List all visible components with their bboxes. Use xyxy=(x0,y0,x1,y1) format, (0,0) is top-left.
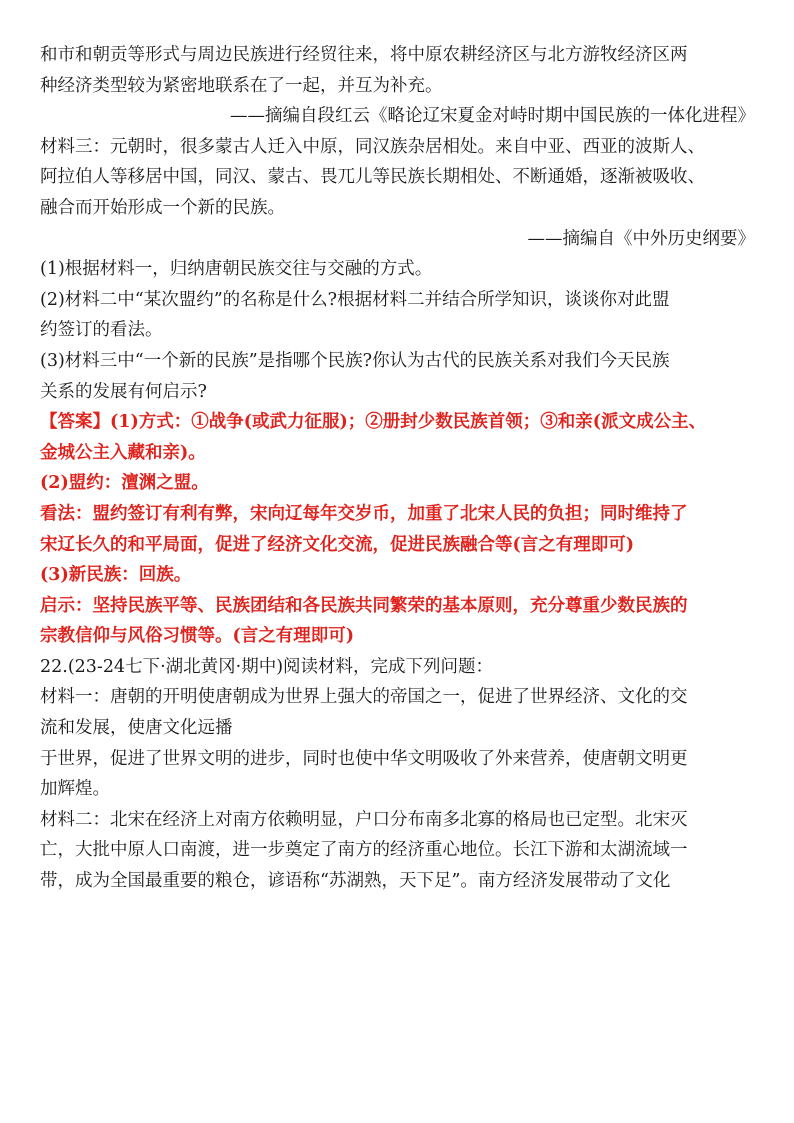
document-page xyxy=(40,40,755,897)
question-1: (1)根据材料一，归纳唐朝民族交往与交融的方式。 xyxy=(40,259,433,280)
answer-text: (1)方式：①战争(或武力征服)；②册封少数民族首领；③和亲(派文成公主、 xyxy=(110,412,707,433)
material-three-line: 阿拉伯人等移居中国，同汉、蒙古、畏兀儿等民族长期相处、不断通婚，逐渐被吸收、 xyxy=(40,167,705,188)
answer-line xyxy=(40,407,755,438)
answer-line: (2)盟约：澶渊之盟。 xyxy=(40,473,209,494)
answer-line: 启示：坚持民族平等、民族团结和各民族共同繁荣的基本原则，充分尊重少数民族的 xyxy=(40,595,688,616)
material-three-line: 融合而开始形成一个新的民族。 xyxy=(40,197,285,218)
question-3: 关系的发展有何启示? xyxy=(40,381,207,402)
question-2: (2)材料二中“某次盟约”的名称是什么?根据材料二并结合所学知识，谈谈你对此盟 xyxy=(40,289,670,310)
question-22-header: 22.(23-24七下·湖北黄冈·期中)阅读材料，完成下列问题： xyxy=(40,656,494,677)
question-22-line: 于世界，促进了世界文明的进步，同时也使中华文明吸收了外来营养，使唐朝文明更 xyxy=(40,748,688,769)
question-22-line: 材料一：唐朝的开明使唐朝成为世界上强大的帝国之一，促进了世界经济、文化的交 xyxy=(40,687,688,708)
answer-line: 金城公主入藏和亲)。 xyxy=(40,442,206,463)
question-22-line: 材料二：北宋在经济上对南方依赖明显，户口分布南多北寡的格局也已定型。北宋灭 xyxy=(40,809,688,830)
answer-tag: 【答案】 xyxy=(40,412,110,433)
question-22-line: 加辉煌。 xyxy=(40,779,110,800)
question-3: (3)材料三中“一个新的民族”是指哪个民族?你认为古代的民族关系对我们今天民族 xyxy=(40,350,670,371)
answer-line: (3)新民族：回族。 xyxy=(40,565,192,586)
material-three-line: 材料三：元朝时，很多蒙古人迁入中原，同汉族杂居相处。来自中亚、西亚的波斯人、 xyxy=(40,136,705,157)
question-22-line: 流和发展，使唐文化远播 xyxy=(40,718,233,739)
question-22-line: 亡，大批中原人口南渡，进一步奠定了南方的经济重心地位。长江下游和太湖流域一 xyxy=(40,840,688,861)
source-citation: ——摘编自《中外历史纲要》 xyxy=(527,228,755,249)
answer-line: 看法：盟约签订有利有弊，宋向辽每年交岁币，加重了北宋人民的负担；同时维持了 xyxy=(40,503,688,524)
answer-line: 宋辽长久的和平局面，促进了经济文化交流，促进民族融合等(言之有理即可) xyxy=(40,534,635,555)
source-citation: ——摘编自段红云《略论辽宋夏金对峙时期中国民族的一体化进程》 xyxy=(230,106,755,127)
material-text-line: 和市和朝贡等形式与周边民族进行经贸往来，将中原农耕经济区与北方游牧经济区两 xyxy=(40,45,688,65)
answer-line: 宗教信仰与风俗习惯等。(言之有理即可) xyxy=(40,626,355,647)
question-2: 约签订的看法。 xyxy=(40,320,163,341)
material-text-line: 种经济类型较为紧密地联系在了一起，并互为补充。 xyxy=(40,75,443,96)
question-22-line: 带，成为全国最重要的粮仓，谚语称“苏湖熟，天下足”。南方经济发展带动了文化 xyxy=(40,871,671,892)
